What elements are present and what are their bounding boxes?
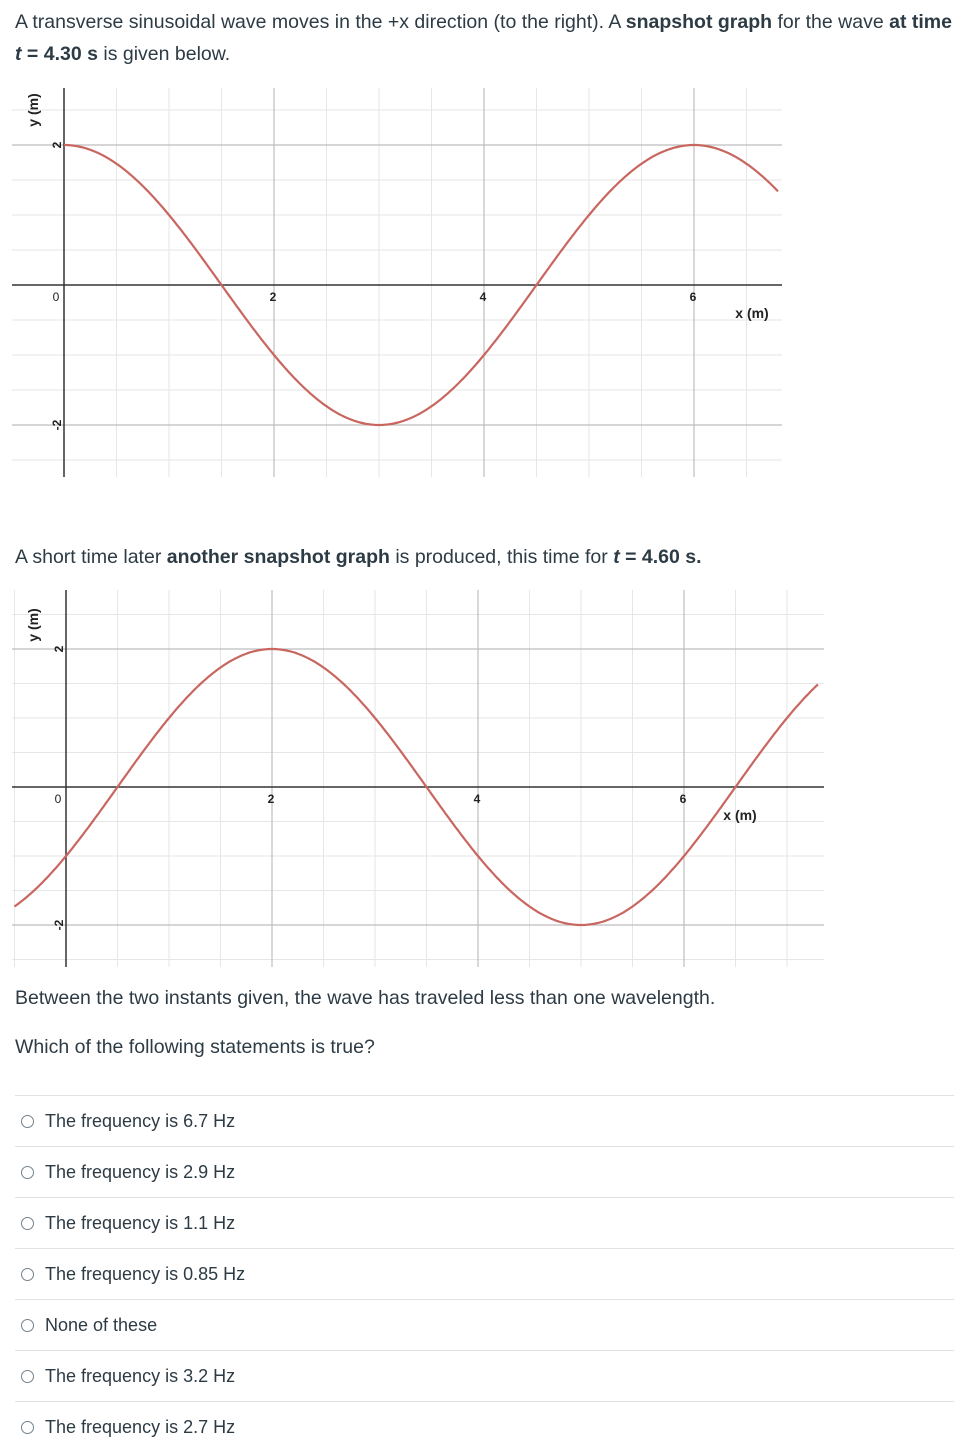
snapshot-graph-2 — [0, 585, 840, 970]
radio-button[interactable] — [21, 1319, 34, 1332]
x-tick-label: 2 — [267, 792, 275, 806]
answer-label: The frequency is 2.7 Hz — [45, 1416, 236, 1437]
x-tick-label: 0 — [54, 792, 62, 806]
answer-label: The frequency is 2.9 Hz — [45, 1161, 236, 1182]
answer-option[interactable] — [15, 1095, 954, 1146]
answer-label: The frequency is 1.1 Hz — [45, 1212, 236, 1233]
answer-option[interactable] — [15, 1197, 954, 1248]
answer-label: The frequency is 6.7 Hz — [45, 1110, 236, 1131]
radio-button[interactable] — [21, 1217, 34, 1230]
radio-button[interactable] — [21, 1421, 34, 1434]
answer-option[interactable] — [15, 1401, 954, 1452]
y-axis-label: y (m) — [25, 93, 41, 127]
answer-option[interactable] — [15, 1350, 954, 1401]
x-axis-label: x (m) — [723, 807, 757, 823]
x-axis-label: x (m) — [735, 305, 769, 321]
radio-button[interactable] — [21, 1268, 34, 1281]
answer-label: None of these — [45, 1314, 158, 1335]
answer-option[interactable] — [15, 1146, 954, 1197]
x-tick-label: 6 — [689, 290, 697, 304]
x-tick-label: 2 — [269, 290, 277, 304]
y-tick-label: 2 — [50, 141, 64, 149]
intro-text: A transverse sinusoidal wave moves in the +x direction (to the right). A snapshot graph for the wave at time t = 4.30 s is given below. — [15, 11, 952, 65]
question-prompt: Which of the following statements is true? — [15, 1036, 375, 1058]
x-tick-label: 4 — [479, 290, 487, 304]
second-snapshot-text: A short time later another snapshot graph is produced, this time for t = 4.60 s. — [15, 546, 702, 568]
x-tick-label: 6 — [679, 792, 687, 806]
radio-button[interactable] — [21, 1370, 34, 1383]
y-axis-label: y (m) — [25, 608, 41, 642]
answer-list — [15, 1095, 954, 1452]
y-tick-label: -2 — [52, 919, 66, 931]
y-tick-label: 2 — [52, 645, 66, 653]
y-tick-label: -2 — [50, 419, 64, 431]
radio-button[interactable] — [21, 1166, 34, 1179]
answer-label: The frequency is 3.2 Hz — [45, 1365, 236, 1386]
answer-option[interactable] — [15, 1299, 954, 1350]
answer-label: The frequency is 0.85 Hz — [45, 1263, 246, 1284]
x-tick-label: 0 — [52, 290, 60, 304]
answer-option[interactable] — [15, 1248, 954, 1299]
wave-travel-note: Between the two instants given, the wave has traveled less than one wavelength. — [15, 987, 716, 1009]
radio-button[interactable] — [21, 1115, 34, 1128]
snapshot-graph-1 — [0, 80, 800, 480]
snapshot-graph-term: snapshot graph — [625, 11, 773, 33]
x-tick-label: 4 — [473, 792, 481, 806]
